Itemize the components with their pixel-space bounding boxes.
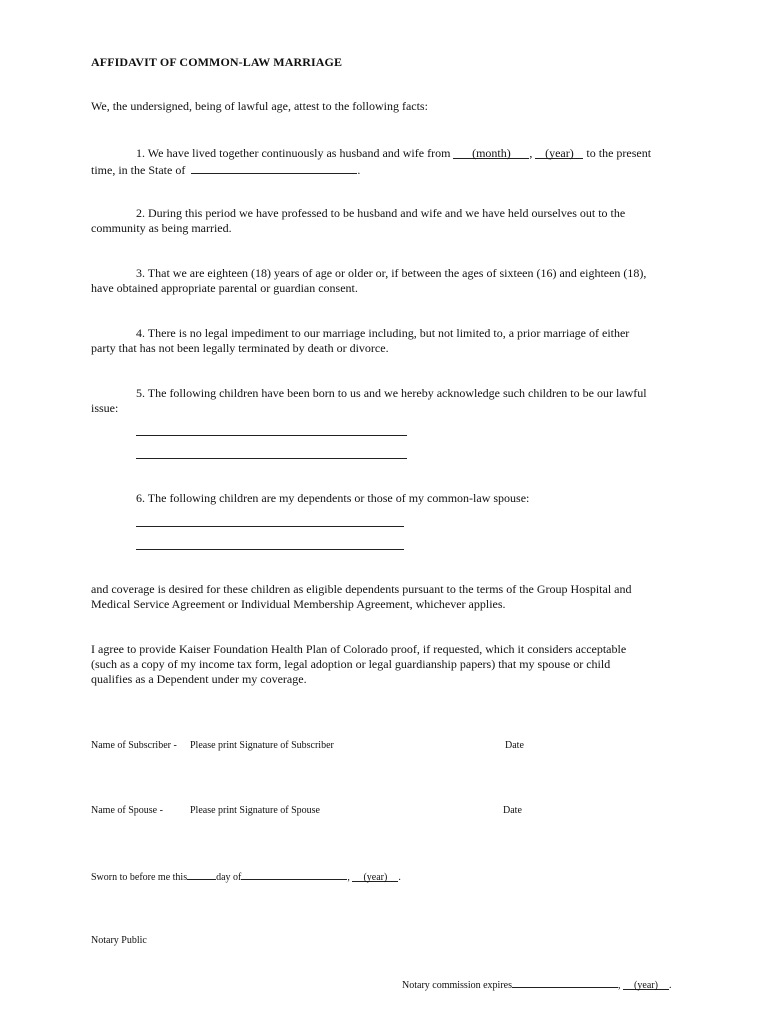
sworn-year-field[interactable]: [352, 871, 398, 882]
subscriber-signature-label: Please print Signature of Subscriber: [190, 740, 334, 751]
item4-line2: party that has not been legally terminated by death or divorce.: [91, 341, 389, 355]
item1-period: .: [357, 163, 361, 177]
expires-date-field[interactable]: [512, 977, 618, 988]
subscriber-name-label: Name of Subscriber -: [91, 740, 177, 751]
item2-line1: 2. During this period we have professed to be husband and wife and we have held ourselves out to the: [136, 206, 626, 220]
dependent-line-2[interactable]: [136, 549, 404, 550]
year-field[interactable]: [535, 146, 583, 159]
sworn-year-label: (year): [363, 872, 388, 883]
expires-year-field[interactable]: [623, 979, 669, 990]
expires-end: .: [668, 980, 672, 991]
coverage-line1: and coverage is desired for these children as eligible dependents pursuant to the terms of the Group Hospital and: [91, 582, 632, 596]
month-label: (month): [472, 146, 511, 160]
state-field[interactable]: [191, 161, 357, 174]
item3-line2: have obtained appropriate parental or guardian consent.: [91, 281, 358, 295]
spouse-signature-label: Please print Signature of Spouse: [190, 805, 320, 816]
item2-line2: community as being married.: [91, 221, 232, 235]
item1-number: 1.: [136, 146, 145, 160]
sworn-day-field[interactable]: [187, 869, 216, 880]
sworn-text-b: day of: [216, 872, 242, 883]
expires-year-label: (year): [634, 980, 658, 991]
intro-text: We, the undersigned, being of lawful age, attest to the following facts:: [91, 99, 428, 113]
spouse-date-label: Date: [503, 805, 522, 816]
item6-line1: 6. The following children are my dependents or those of my common-law spouse:: [136, 491, 530, 505]
sworn-line: [91, 869, 401, 884]
sworn-comma: ,: [347, 872, 350, 883]
dependent-line-1[interactable]: [136, 526, 404, 527]
notary-expires-line: [402, 977, 671, 992]
expires-comma: ,: [617, 980, 621, 991]
item1-line2-text: time, in the State of: [91, 163, 186, 177]
item1-line1: 1. We have lived together continuously as husband and wife from (month) , (year) to the present: [136, 146, 652, 160]
notary-expires-text: Notary commission expires: [402, 980, 512, 991]
spouse-name-label: Name of Spouse -: [91, 805, 163, 816]
sworn-end: .: [398, 872, 401, 883]
item5-line1: 5. The following children have been born to us and we hereby acknowledge such children to be our lawful: [136, 386, 647, 400]
sworn-month-field[interactable]: [241, 869, 347, 880]
year-label: (year): [545, 146, 574, 160]
item4-line1: 4. There is no legal impediment to our marriage including, but not limited to, a prior marriage of either: [136, 326, 630, 340]
item3-line1: 3. That we are eighteen (18) years of age or older or, if between the ages of sixteen (16) and eighteen (18),: [136, 266, 647, 280]
notary-public-label: Notary Public: [91, 935, 147, 946]
child-born-line-2[interactable]: [136, 458, 407, 459]
child-born-line-1[interactable]: [136, 435, 407, 436]
item1-text-b: to the present: [586, 146, 652, 160]
agree-line3: qualifies as a Dependent under my coverage.: [91, 672, 307, 686]
coverage-line2: Medical Service Agreement or Individual Membership Agreement, whichever applies.: [91, 597, 506, 611]
subscriber-date-label: Date: [505, 740, 524, 751]
agree-line2: (such as a copy of my income tax form, legal adoption or legal guardianship papers) that my spouse or child: [91, 657, 611, 671]
document-title: AFFIDAVIT OF COMMON-LAW MARRIAGE: [91, 55, 343, 69]
month-field[interactable]: [453, 146, 529, 159]
item1-text-a: We have lived together continuously as husband and wife from: [147, 146, 451, 160]
sworn-text-a: Sworn to before me this: [91, 872, 188, 883]
item5-line2: issue:: [91, 401, 119, 415]
item1-line2: [91, 161, 360, 178]
agree-line1: I agree to provide Kaiser Foundation Health Plan of Colorado proof, if requested, which it considers acceptable: [91, 642, 627, 656]
